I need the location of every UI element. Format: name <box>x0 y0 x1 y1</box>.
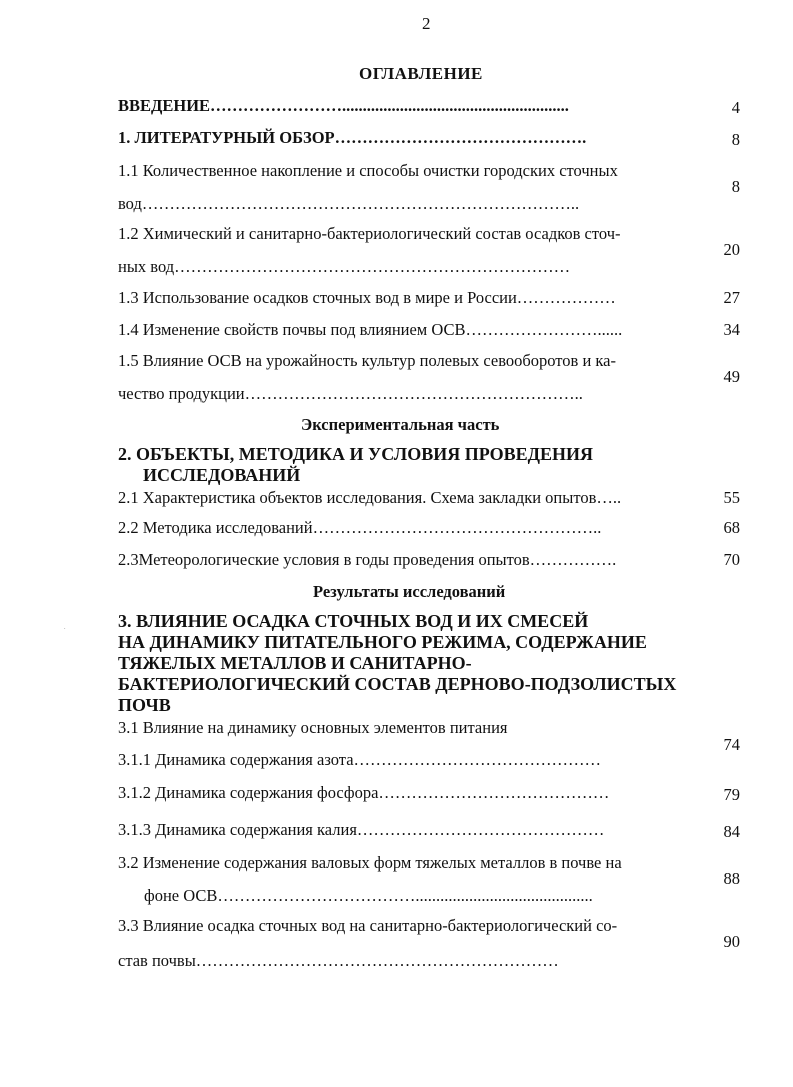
toc-s2-3-page: 70 <box>723 550 740 569</box>
toc-ch2-line2: ИССЛЕДОВАНИЙ <box>143 465 301 485</box>
toc-s1-5-line1: 1.5 Влияние ОСВ на урожайность культур полевых севооборотов и ка- <box>118 351 616 370</box>
toc-ch2-line1: 2. ОБЪЕКТЫ, МЕТОДИКА И УСЛОВИЯ ПРОВЕДЕНИЯ <box>118 444 594 464</box>
toc-ch1: 1. ЛИТЕРАТУРНЫЙ ОБЗОР………………………………………. <box>118 128 587 147</box>
results-heading: Результаты исследований <box>313 582 506 601</box>
toc-s2-2: 2.2 Методика исследований…………………………………………….. <box>118 518 602 537</box>
toc-s2-1: 2.1 Характеристика объектов исследования. Схема закладки опытов….. <box>118 488 622 507</box>
page-number: 2 <box>422 14 431 33</box>
toc-ch3-line2: НА ДИНАМИКУ ПИТАТЕЛЬНОГО РЕЖИМА, СОДЕРЖАНИЕ <box>118 632 647 652</box>
toc-s1-4: 1.4 Изменение свойств почвы под влиянием ОСВ……………………...... <box>118 320 623 339</box>
toc-s1-3: 1.3 Использование осадков сточных вод в мире и России……………… <box>118 288 616 307</box>
toc-s1-3-page: 27 <box>723 288 740 307</box>
toc-s3-3-line1: 3.3 Влияние осадка сточных вод на санитарно-бактериологический со- <box>118 916 618 935</box>
toc-s3-2-line1: 3.2 Изменение содержания валовых форм тяжелых металлов в почве на <box>118 853 622 872</box>
page-title: ОГЛАВЛЕНИЕ <box>359 64 483 83</box>
experimental-part-heading: Экспериментальная часть <box>301 415 500 434</box>
toc-intro-page: 4 <box>731 98 740 117</box>
toc-ch1-page: 8 <box>731 130 740 149</box>
toc-s1-1-line1: 1.1 Количественное накопление и способы очистки городских сточных <box>118 161 618 180</box>
toc-s3-1-3: 3.1.3 Динамика содержания калия……………………………………… <box>118 820 605 839</box>
toc-ch3-line3: ТЯЖЕЛЫХ МЕТАЛЛОВ И САНИТАРНО- <box>118 653 472 673</box>
toc-s3-1: 3.1 Влияние на динамику основных элементов питания <box>118 718 508 737</box>
toc-s1-2-page: 20 <box>723 240 740 259</box>
toc-s3-3-page: 90 <box>723 932 740 951</box>
toc-ch3-line4: БАКТЕРИОЛОГИЧЕСКИЙ СОСТАВ ДЕРНОВО-ПОДЗОЛИСТЫХ <box>118 674 677 694</box>
toc-s3-1-1-page: 74 <box>723 735 740 754</box>
margin-mark: · <box>64 627 66 632</box>
toc-intro: ВВЕДЕНИЕ……………………....................................................... <box>118 96 569 115</box>
toc-s3-2-line2: фоне ОСВ………………………………........................................... <box>144 886 593 905</box>
toc-s1-1-page: 8 <box>731 177 740 196</box>
toc-s1-5-line2: чество продукции…………………………………………………….. <box>118 384 583 403</box>
toc-ch3-line1: 3. ВЛИЯНИЕ ОСАДКА СТОЧНЫХ ВОД И ИХ СМЕСЕЙ <box>118 611 589 631</box>
toc-s1-5-page: 49 <box>723 367 740 386</box>
toc-s2-3: 2.3Метеорологические условия в годы проведения опытов……………. <box>118 550 617 569</box>
toc-s1-2-line2: ных вод……………………………………………………………… <box>118 257 571 276</box>
toc-s1-4-page: 34 <box>723 320 740 339</box>
toc-ch3-line5: ПОЧВ <box>118 695 171 715</box>
toc-s2-1-page: 55 <box>723 488 740 507</box>
toc-s1-1-line2: вод…………………………………………………………………….. <box>118 194 580 213</box>
toc-s3-1-2: 3.1.2 Динамика содержания фосфора…………………………………… <box>118 783 610 802</box>
toc-s3-1-2-page: 79 <box>723 785 740 804</box>
toc-s3-3-line2: став почвы………………………………………………………… <box>118 951 559 970</box>
toc-s3-2-page: 88 <box>723 869 740 888</box>
toc-s3-1-3-page: 84 <box>723 822 740 841</box>
toc-s1-2-line1: 1.2 Химический и санитарно-бактериологический состав осадков сточ- <box>118 224 621 243</box>
toc-s3-1-1: 3.1.1 Динамика содержания азота……………………………………… <box>118 750 602 769</box>
toc-s2-2-page: 68 <box>723 518 740 537</box>
